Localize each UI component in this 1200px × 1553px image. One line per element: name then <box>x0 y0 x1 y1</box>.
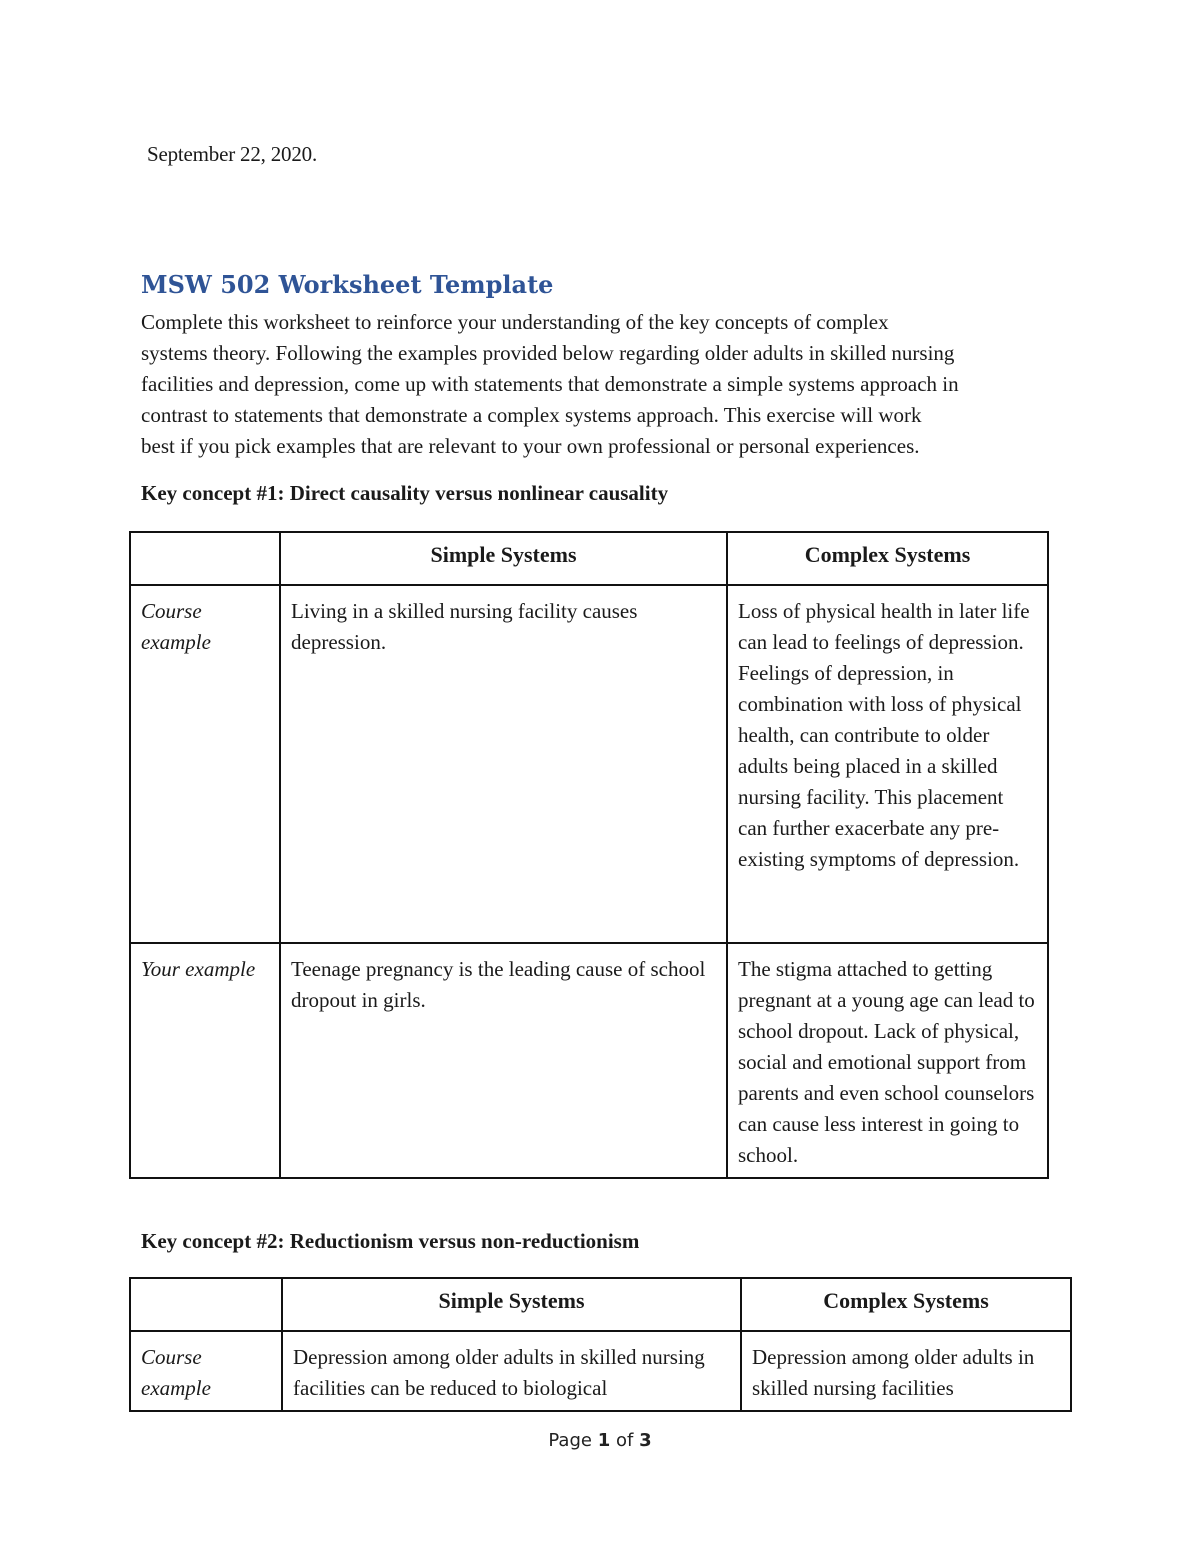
table-row <box>130 1331 1071 1411</box>
header-complex-systems: Complex Systems <box>727 532 1048 585</box>
table-header-row <box>130 1278 1071 1331</box>
document-date: September 22, 2020. <box>147 142 318 166</box>
row-label-your-example: Your example <box>130 943 280 1178</box>
header-blank <box>130 532 280 585</box>
intro-line: systems theory. Following the examples provided below regarding older adults in skilled nursing <box>141 341 955 365</box>
page-title: MSW 502 Worksheet Template <box>141 270 554 299</box>
intro-line: contrast to statements that demonstrate a complex systems approach. This exercise will work <box>141 403 922 427</box>
row-label-course-example: Course example <box>130 1331 282 1411</box>
header-simple-systems: Simple Systems <box>282 1278 741 1331</box>
page-label: Page <box>548 1430 592 1451</box>
intro-line: Complete this worksheet to reinforce your understanding of the key concepts of complex <box>141 310 889 334</box>
total-page-count: 3 <box>639 1430 652 1451</box>
intro-paragraph <box>141 307 1071 462</box>
header-blank <box>130 1278 282 1331</box>
complex-systems-cell: The stigma attached to getting pregnant at a young age can lead to school dropout. Lack of physical, social and emotional support from parents and even school counselors can cause less interest in going to school. <box>727 943 1048 1178</box>
key-concept-2-heading: Key concept #2: Reductionism versus non-reductionism <box>141 1229 640 1253</box>
simple-systems-cell: Depression among older adults in skilled nursing facilities can be reduced to biological <box>282 1331 741 1411</box>
header-simple-systems: Simple Systems <box>280 532 727 585</box>
simple-systems-cell: Teenage pregnancy is the leading cause of school dropout in girls. <box>280 943 727 1178</box>
key-concept-1-table <box>129 531 1049 1179</box>
row-label-course-example: Course example <box>130 585 280 943</box>
table-row <box>130 585 1048 943</box>
page-of-label: of <box>615 1430 634 1451</box>
simple-systems-cell: Living in a skilled nursing facility causes depression. <box>280 585 727 943</box>
key-concept-1-heading: Key concept #1: Direct causality versus nonlinear causality <box>141 481 669 505</box>
complex-systems-cell: Depression among older adults in skilled nursing facilities <box>741 1331 1071 1411</box>
intro-line: facilities and depression, come up with statements that demonstrate a simple systems approach in <box>141 372 959 396</box>
table-header-row <box>130 532 1048 585</box>
header-complex-systems: Complex Systems <box>741 1278 1071 1331</box>
current-page-number: 1 <box>597 1430 611 1451</box>
key-concept-2-table <box>129 1277 1072 1412</box>
page-number-footer <box>0 1430 1200 1451</box>
intro-line: best if you pick examples that are relevant to your own professional or personal experiences. <box>141 434 920 458</box>
table-row <box>130 943 1048 1178</box>
complex-systems-cell: Loss of physical health in later life can lead to feelings of depression. Feelings of depression, in combination with loss of physical health, can contribute to older adults being placed in a skilled nursing facility. This placement can further exacerbate any pre-existing symptoms of depression. <box>727 585 1048 943</box>
